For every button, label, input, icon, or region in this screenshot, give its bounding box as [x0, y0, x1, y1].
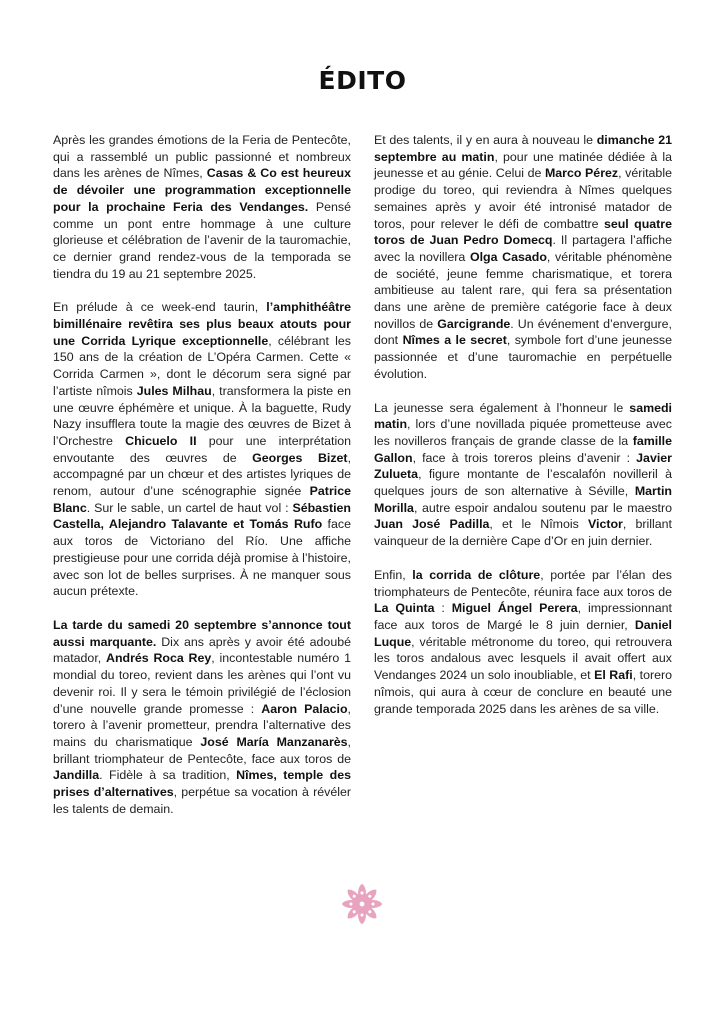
- text-run: Après les grandes émotions de la Feria de Pentecôte, qui a rassemblé un public passionné et nombreux dans les arènes de Nîmes,: [53, 133, 351, 181]
- paragraph: [374, 400, 672, 550]
- bold-text: La Quinta: [374, 601, 435, 616]
- bold-text: l’amphithéâtre bimillénaire revêtira ses plus beaux atouts pour une Corrida Lyrique exceptionnelle: [53, 300, 351, 348]
- bold-text: Casas & Co est heureux de dévoiler une programmation exceptionnelle pour la prochaine Feria des Vendanges.: [53, 166, 351, 214]
- text-run: :: [434, 601, 452, 616]
- text-run: pour une interprétation envoutante des œuvres de: [53, 433, 351, 465]
- text-run: , impressionnant face aux toros de Margé le 8 juin dernier,: [374, 601, 672, 632]
- bold-text: Georges Bizet: [252, 450, 348, 465]
- bold-text: la corrida de clôture: [412, 567, 541, 582]
- flower-petal-dot: [372, 902, 375, 905]
- text-run: , transformera la piste en une œuvre éphémère et unique. À la baguette, Rudy Nazy insufflera toute la magie des œuvres de Bizet à l’Orchestre: [53, 383, 351, 448]
- paragraph: [53, 617, 351, 817]
- bold-text: Marco Pérez: [544, 166, 619, 181]
- bold-text: El Rafi: [594, 668, 633, 683]
- text-run: , pour une matinée dédiée à la jeunesse et au génie. Celui de: [374, 149, 672, 181]
- bold-text: Andrés Roca Rey: [106, 651, 212, 666]
- paragraph: [374, 132, 672, 383]
- text-run: , véritable métronome du toreo, qui retrouvera les toros andalous avec lesquels il avait offert aux Vendanges 2024 un solo inoubliable, et: [374, 634, 672, 683]
- bold-text: Daniel Luque: [374, 617, 672, 649]
- text-run: , autre espoir andalou soutenu par le maestro: [413, 500, 672, 515]
- bold-text: dimanche 21 septembre au matin: [374, 133, 672, 164]
- text-run: . Sur le sable, un cartel de haut vol :: [86, 500, 293, 515]
- bold-text: Javier Zulueta: [374, 450, 672, 482]
- bold-text: Jules Milhau: [136, 383, 212, 398]
- text-run: , incontestable numéro 1 mondial du toreo, revient dans les arènes qui l’ont vu devenir roi. Il y sera le témoin privilégié de l’éclosion d’une nouvelle grande promesse :: [53, 651, 351, 716]
- text-run: . Fidèle à sa tradition,: [99, 768, 237, 783]
- flower-petal-dot: [360, 891, 363, 894]
- bold-text: Miguel Ángel Perera: [451, 601, 578, 616]
- bold-text: Patrice Blanc: [53, 484, 351, 515]
- paragraph: [53, 299, 351, 600]
- bold-text: Chicuelo II: [125, 433, 197, 448]
- text-run: , torero à l’avenir prometteur, prendra l’alternative des mains du charismatique: [53, 701, 351, 749]
- text-run: , perpétue sa vocation à révéler les talents de demain.: [53, 785, 351, 816]
- flower-petal-dot: [349, 902, 352, 905]
- bold-text: Victor: [587, 517, 623, 532]
- text-run: face aux toros de Victoriano del Río. Une affiche prestigieuse pour une corrida déjà promise à l’histoire, avec son lot de belles surprises. À ne manquer sous aucun prétexte.: [53, 517, 351, 599]
- text-run: , brillant triomphateur de Pentecôte, face aux toros de: [53, 734, 351, 766]
- left-column: [53, 132, 351, 834]
- bold-text: Martin Morilla: [374, 484, 672, 515]
- text-run: Dix ans après y avoir été adoubé matador,: [53, 634, 351, 666]
- text-run: , portée par l’élan des triomphateurs de Pentecôte, réunira face aux toros de: [374, 567, 672, 599]
- bold-text: La tarde du samedi 20 septembre s’annonce tout aussi marquante.: [53, 617, 351, 649]
- text-run: Et des talents, il y en aura à nouveau le: [374, 133, 597, 147]
- text-run: Enfin,: [374, 567, 413, 582]
- text-run: , véritable prodige du toreo, qui reviendra à Nîmes quelques semaines après y avoir été intronisé matador de toros, pour relever le défi de combattre: [374, 166, 672, 231]
- text-run: , brillant vainqueur de la dernière Cape d’Or en juin dernier.: [374, 517, 672, 549]
- bold-text: Aaron Palacio: [261, 701, 348, 716]
- text-run: , célébrant les 150 ans de la création de L’Opéra Carmen. Cette « Corrida Carmen », dont le décorum sera signé par l’artiste nîmois: [53, 333, 351, 398]
- bold-text: Nîmes a le secret: [402, 333, 507, 348]
- text-run: . Un événement d’envergure, dont: [374, 316, 672, 348]
- text-run: En prélude à ce week-end taurin,: [53, 300, 267, 315]
- page-title: ÉDITO: [318, 66, 407, 95]
- right-column: [374, 132, 672, 734]
- bold-text: samedi matin: [374, 400, 672, 432]
- bold-text: Nîmes, temple des prises d’alternatives: [53, 768, 352, 800]
- text-run: , lors d’une novillada piquée prometteuse avec les novilleros français de grande classe de la: [374, 417, 672, 448]
- bold-text: famille Gallon: [374, 433, 672, 465]
- bold-text: Sébastien Castella, Alejandro Talavante et Tomás Rufo: [53, 500, 351, 532]
- flower-petal-dot: [360, 914, 363, 917]
- text-run: Pensé comme un pont entre hommage à une culture glorieuse et célébration de l’avenir de la tauromachie, ce dernier grand rendez-vous de la temporada se tiendra du 19 au 21 septembre 2025.: [53, 199, 351, 281]
- text-run: , véritable phénomène de société, jeune femme charismatique, et torera ambitieuse au talent rare, qui fera sa présentation dans une arène de première catégorie face à deux novillos de: [374, 249, 672, 331]
- text-run: , torero nîmois, qui aura à cœur de conclure en beauté une grande temporada 2025 dans les arènes de sa ville.: [374, 668, 672, 716]
- text-run: , face à trois toreros pleins d’avenir :: [412, 450, 637, 465]
- paragraph: [53, 132, 351, 282]
- text-run: . Il partagera l’affiche avec la novillera: [374, 233, 672, 264]
- text-run: , symbole fort d’une jeunesse passionnée et d’une tauromachie en perpétuelle évolution.: [374, 333, 672, 381]
- bold-text: seul quatre toros de Juan Pedro Domecq: [374, 216, 672, 248]
- bold-text: Olga Casado: [469, 249, 547, 264]
- text-run: , figure montante de l’escalafón novilleril à quelques jours de son alternative à Séville,: [374, 467, 672, 499]
- text-run: La jeunesse sera également à l’honneur le: [374, 400, 630, 415]
- text-run: , et le Nîmois: [489, 517, 588, 532]
- bold-text: Juan José Padilla: [374, 517, 490, 532]
- text-run: , accompagné par un chœur et des artistes lyriques de renom, autour d’une scénographie signée: [53, 450, 352, 499]
- bold-text: Garcigrande: [437, 316, 511, 331]
- paragraph: [374, 567, 672, 717]
- bold-text: Jandilla: [53, 768, 100, 783]
- bold-text: José María Manzanarès: [200, 734, 348, 749]
- flower-ornament-icon: [338, 880, 386, 928]
